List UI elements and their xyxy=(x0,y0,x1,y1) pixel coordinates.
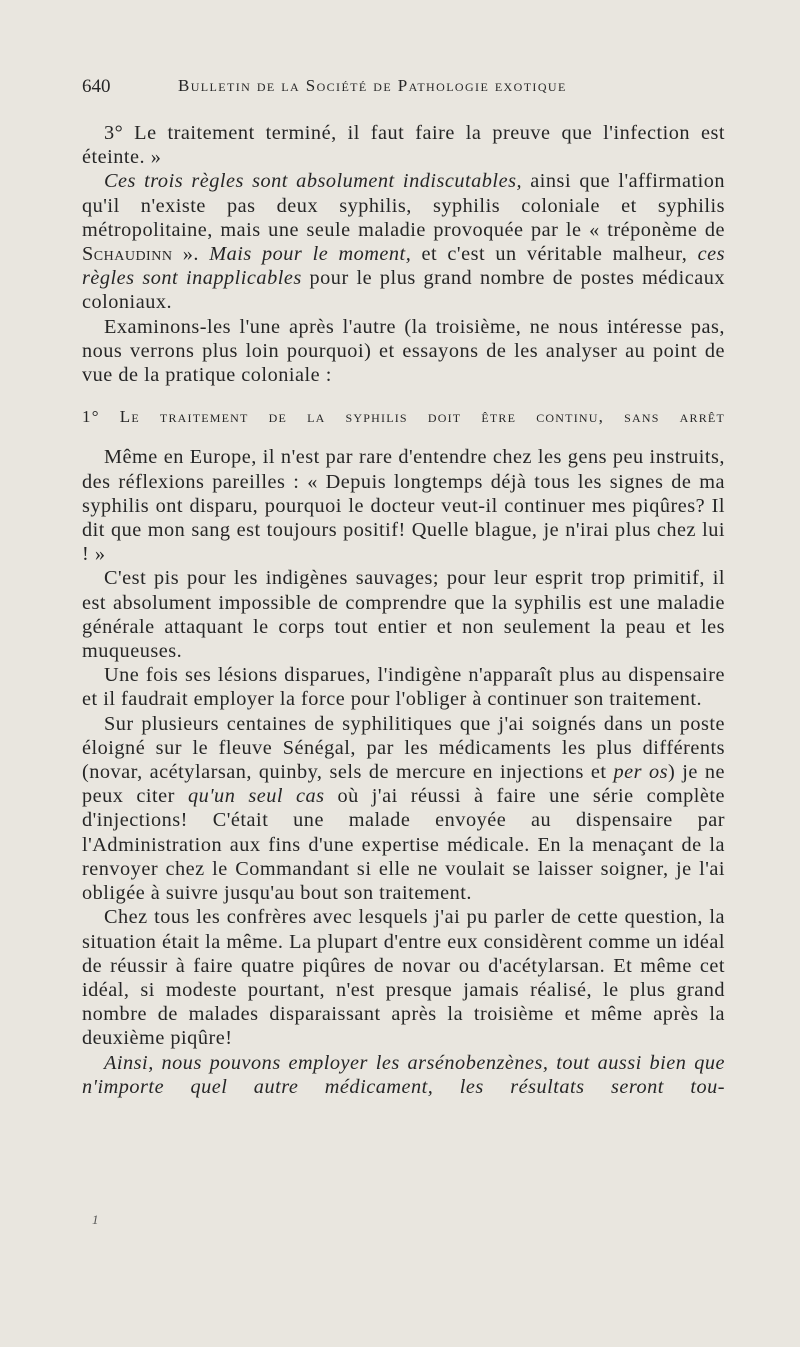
p9-italic-3: tout aussi bien que n'importe quel autre médicament, xyxy=(82,1051,725,1098)
paragraph-5: C'est pis pour les indigènes sauvages; pour leur esprit trop primitif, il est absolument impossible de comprendre que la syphilis est une maladie générale attaquant le corps tout entier et non seulement la peau et les muqueuses. xyxy=(82,567,725,663)
p2-text-4: pour le plus grand nombre de postes médicaux coloniaux. xyxy=(82,267,725,314)
section-heading: 1° Le traitement de la syphilis doit être continu, sans arrêt xyxy=(82,407,725,427)
p9-italic-2: nous pouvons employer les arsénobenzènes, xyxy=(153,1051,549,1074)
body-text xyxy=(82,121,725,1099)
paragraph-6: Une fois ses lésions disparues, l'indigène n'apparaît plus au dispensaire et il faudrait employer la force pour l'obliger à continuer son traitement. xyxy=(82,664,725,711)
running-header xyxy=(82,76,722,102)
paragraph-8: Chez tous les confrères avec lesquels j'ai pu parler de cette question, la situation était la même. La plupart d'entre eux considèrent comme un idéal de réussir à faire quatre piqûres de novar ou d'acétylarsan. Et même cet idéal, si modeste pourtant, n'est presque jamais réalisé, le plus grand nombre de malades disparaissant après la troisième et même après la deuxième piqûre! xyxy=(82,906,725,1050)
paragraph-2 xyxy=(82,169,725,314)
p9-italic-4: les résultats seront tou- xyxy=(433,1075,725,1098)
paragraph-3: Examinons-les l'une après l'autre (la troisième, ne nous intéresse pas, nous verrons plus loin pourquoi) et essayons de les analyser au point de vue de la pratique coloniale : xyxy=(82,315,725,387)
paragraph-7 xyxy=(82,712,725,906)
p7-text-1: Sur plusieurs centaines de syphilitiques que j'ai soignés dans un poste éloigné sur le fleuve Sénégal, par les médicaments les plus différents (novar, acétylarsan, quinby, sels de mercure en injections et xyxy=(82,712,725,784)
p2-author-name: Schaudinn xyxy=(82,243,173,266)
p2-text-1: ainsi que l'affirmation qu'il n'existe pas deux syphilis, syphilis coloniale et syphilis métropolitaine, mais une seule maladie provoquée par le « tréponème de xyxy=(82,170,725,241)
p7-italic-per-os: per os xyxy=(613,761,668,784)
page-number: 640 xyxy=(82,76,111,97)
paragraph-9 xyxy=(82,1051,725,1099)
p2-italic-moment: Mais pour le moment, xyxy=(209,243,412,266)
signature-mark: 1 xyxy=(92,1212,99,1227)
running-title: Bulletin de la Société de Pathologie exotique xyxy=(178,76,567,95)
p7-italic-seul-cas: qu'un seul cas xyxy=(187,785,325,808)
p2-italic-inapplicable: ces règles sont inapplicables xyxy=(82,243,725,290)
p2-text-3: et c'est un véritable malheur, xyxy=(411,243,698,266)
p2-italic-rules: Ces trois règles sont absolument indiscutables, xyxy=(104,170,523,193)
paragraph-1: 3° Le traitement terminé, il faut faire la preuve que l'infection est éteinte. » xyxy=(82,122,725,169)
p7-text-2: ) je ne peux citer xyxy=(82,761,725,808)
paragraph-4: Même en Europe, il n'est par rare d'entendre chez les gens peu instruits, des réflexions pareilles : « Depuis longtemps déjà tous les signes de ma syphilis ont disparu, pourquoi le docteur veut-il continuer mes piqûres? Il dit que mon sang est toujours positif! Quelle blague, je n'irai plus chez lui ! » xyxy=(82,446,725,566)
p7-text-3: où j'ai réussi à faire une série complète d'injections! C'était une malade envoyée au dispensaire par l'Administration aux fins d'une expertise médicale. En la menaçant de la renvoyer chez le Commandant si elle ne voulait se laisser soigner, je l'ai obligée à suivre jusqu'au bout son traitement. xyxy=(82,785,726,905)
p2-text-2: ». xyxy=(172,243,210,266)
p9-italic-1: Ainsi, xyxy=(104,1051,154,1074)
